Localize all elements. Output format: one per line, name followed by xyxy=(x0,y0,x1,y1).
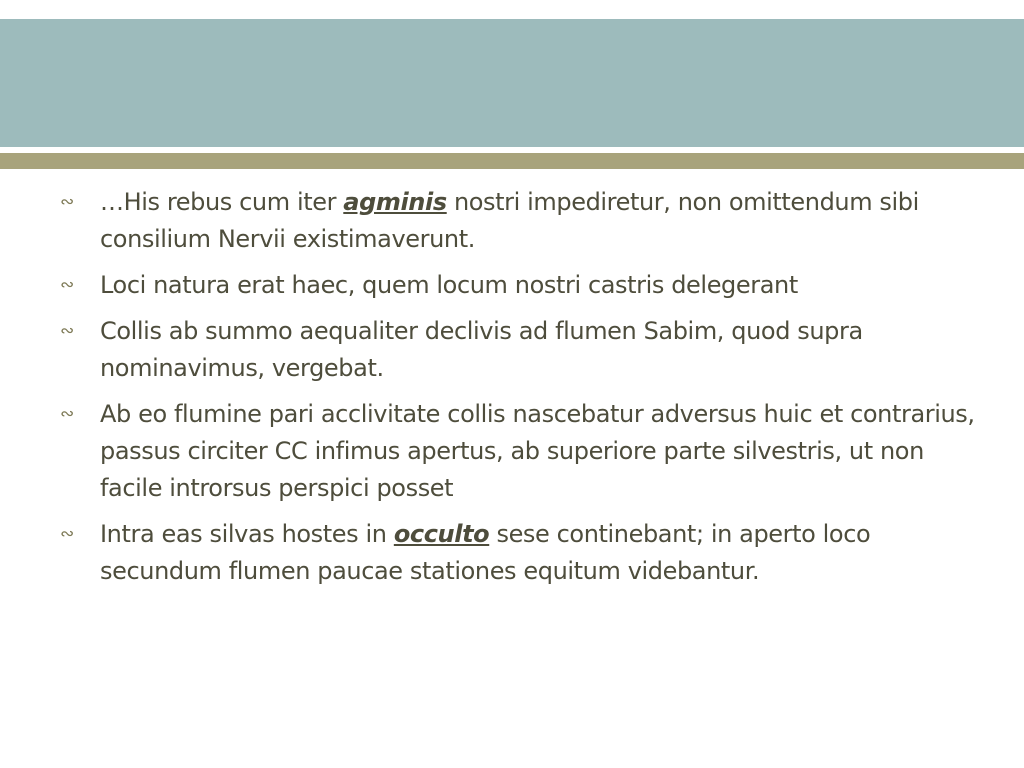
bullet-text: Ab eo flumine pari acclivitate collis nascebatur adversus huic et contrarius, passus circiter CC infimus apertus, ab superiore parte silvestris, ut non facile introrsus perspici posset xyxy=(100,400,975,502)
bullet-text: sese continebant; in aperto loco secundum flumen paucae stationes equitum videbantur. xyxy=(100,520,871,585)
emphasized-word: agminis xyxy=(343,188,447,216)
bullet-icon: ∾ xyxy=(60,321,74,341)
bullet-list xyxy=(60,184,980,599)
bullet-icon: ∾ xyxy=(60,192,74,212)
bullet-text: Collis ab summo aequaliter declivis ad flumen Sabim, quod supra nominavimus, vergebat. xyxy=(100,317,863,382)
bullet-text: Intra eas silvas hostes in xyxy=(100,520,394,548)
bullet-icon: ∾ xyxy=(60,524,74,544)
accent-stripe xyxy=(0,153,1024,169)
bullet-icon: ∾ xyxy=(60,275,74,295)
bullet-item xyxy=(60,396,980,507)
header-band xyxy=(0,19,1024,147)
bullet-item xyxy=(60,267,980,304)
bullet-item xyxy=(60,184,980,258)
bullet-item xyxy=(60,313,980,387)
bullet-item xyxy=(60,516,980,590)
emphasized-word: occulto xyxy=(393,520,490,548)
bullet-icon: ∾ xyxy=(60,404,74,424)
bullet-text: …His rebus cum iter xyxy=(100,188,344,216)
bullet-text: nostri impediretur, non omittendum sibi consilium Nervii existimaverunt. xyxy=(100,188,919,253)
bullet-text: Loci natura erat haec, quem locum nostri castris delegerant xyxy=(100,271,798,299)
